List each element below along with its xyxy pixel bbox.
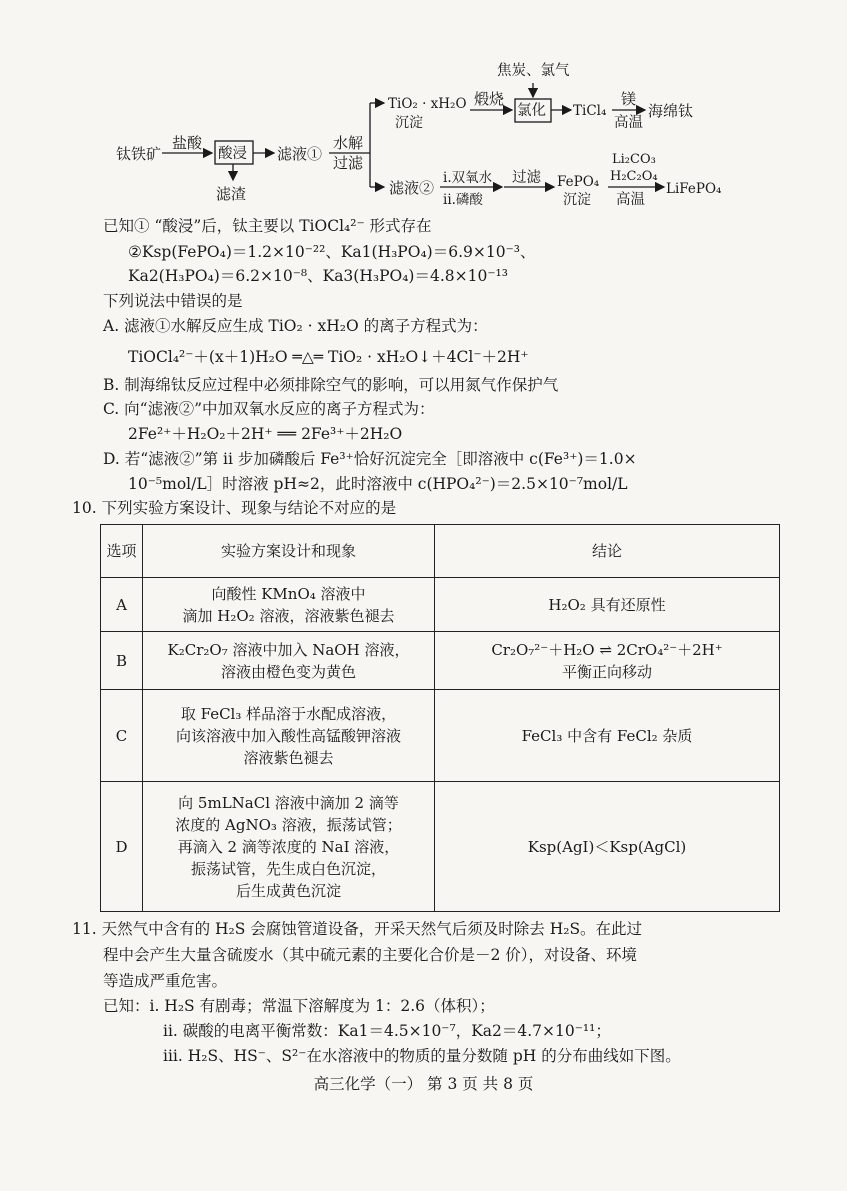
q10-stem: 10. 下列实验方案设计、现象与结论不对应的是 — [72, 499, 397, 517]
fc-residue: 滤渣 — [216, 185, 247, 203]
row-design: 取 FeCl₃ 样品溶于水配成溶液， 向该溶液中加入酸性高锰酸钾溶液 溶液紫色褪去 — [143, 690, 435, 782]
fc-filter1: 过滤 — [333, 154, 364, 172]
fc-filtrate1: 滤液① — [277, 145, 323, 163]
q9-option-a-2: TiOCl₄²⁻＋(x＋1)H₂O ═△═ TiO₂ · xH₂O↓＋4Cl⁻＋2H⁺ — [128, 348, 529, 366]
fc-high-temp1: 高温 — [614, 115, 643, 131]
fc-li2co3: Li₂CO₃ — [612, 152, 656, 167]
fc-fepo4: FePO₄ — [557, 174, 600, 190]
q9-option-c-2: 2Fe²⁺＋H₂O₂＋2H⁺ ══ 2Fe³⁺＋2H₂O — [128, 425, 403, 443]
fc-precipitate2: 沉淀 — [563, 192, 591, 208]
q11-line-2: 程中会产生大量含硫废水（其中硫元素的主要化合价是－2 价），对设备、环境 — [103, 946, 638, 964]
row-option: C — [101, 690, 143, 782]
fc-ore: 钛铁矿 — [116, 145, 162, 163]
row-option: D — [101, 782, 143, 912]
fc-h2c2o4: H₂C₂O₄ — [610, 169, 658, 184]
fc-leach: 酸浸 — [218, 146, 247, 162]
q9-option-d-2: 10⁻⁵mol/L］时溶液 pH≈2，此时溶液中 c(HPO₄²⁻)＝2.5×10⁻⁷mol/L — [128, 475, 628, 493]
experiment-table — [100, 524, 780, 912]
q11-known-ii: ⅱ. 碳酸的电离平衡常数：Ka1＝4.5×10⁻⁷，Ka2＝4.7×10⁻¹¹； — [163, 1022, 611, 1040]
row-design: K₂Cr₂O₇ 溶液中加入 NaOH 溶液， 溶液由橙色变为黄色 — [143, 632, 435, 690]
q11-line-1: 11. 天然气中含有的 H₂S 会腐蚀管道设备，开采天然气后须及时除去 H₂S。在此过 — [72, 920, 643, 938]
fc-tio2-hydrate: TiO₂ · xH₂O — [388, 96, 467, 112]
row-conclusion: Cr₂O₇²⁻＋H₂O ⇌ 2CrO₄²⁻＋2H⁺ 平衡正向移动 — [435, 632, 780, 690]
fc-filter2: 过滤 — [512, 170, 541, 186]
fc-hydrolysis: 水解 — [333, 134, 364, 152]
row-conclusion: Ksp(AgI)＜Ksp(AgCl) — [435, 782, 780, 912]
q9-known-1: 已知① “酸浸”后，钛主要以 TiOCl₄²⁻ 形式存在 — [103, 217, 432, 235]
fc-ticl4: TiCl₄ — [573, 103, 607, 119]
fc-hcl: 盐酸 — [172, 134, 203, 152]
fc-step-ii: ii.磷酸 — [443, 192, 483, 208]
fc-sponge-ti: 海绵钛 — [648, 102, 694, 120]
fc-precipitate1: 沉淀 — [395, 115, 423, 131]
row-conclusion: H₂O₂ 具有还原性 — [435, 578, 780, 632]
row-design: 向酸性 KMnO₄ 溶液中 滴加 H₂O₂ 溶液，溶液紫色褪去 — [143, 578, 435, 632]
q9-option-a-1: A. 滤液①水解反应生成 TiO₂ · xH₂O 的离子方程式为： — [103, 317, 488, 335]
table-row — [101, 690, 780, 782]
process-flowchart — [0, 0, 847, 215]
row-conclusion: FeCl₃ 中含有 FeCl₂ 杂质 — [435, 690, 780, 782]
fc-coke-cl: 焦炭、氯气 — [497, 63, 570, 79]
q9-option-c-1: C. 向“滤液②”中加双氧水反应的离子方程式为： — [103, 400, 435, 418]
fc-mg: 镁 — [621, 90, 637, 108]
q11-line-3: 等造成严重危害。 — [103, 972, 228, 990]
q9-known-2: ②Ksp(FePO₄)＝1.2×10⁻²²、Ka1(H₃PO₄)＝6.9×10⁻³、 — [128, 243, 536, 261]
fc-chlorinate: 氯化 — [517, 103, 546, 119]
table-row — [101, 632, 780, 690]
fc-high-temp2: 高温 — [616, 192, 645, 208]
fc-lifepo4: LiFePO₄ — [666, 181, 722, 197]
fc-filtrate2: 滤液② — [389, 179, 435, 197]
q11-known-i: 已知：ⅰ. H₂S 有剧毒；常温下溶解度为 1：2.6（体积）； — [103, 997, 495, 1015]
header-option: 选项 — [101, 525, 143, 578]
header-conclusion: 结论 — [435, 525, 780, 578]
fc-calcine: 煅烧 — [474, 90, 505, 108]
row-option: A — [101, 578, 143, 632]
q9-prompt: 下列说法中错误的是 — [103, 292, 243, 310]
fc-step-i: i.双氧水 — [443, 170, 493, 186]
table-header-row — [101, 525, 780, 578]
table-row — [101, 782, 780, 912]
row-design: 向 5mLNaCl 溶液中滴加 2 滴等 浓度的 AgNO₃ 溶液，振荡试管； 再滴入 2 滴等浓度的 NaI 溶液， 振荡试管，先生成白色沉淀， 后生成黄色沉淀 — [143, 782, 435, 912]
page-footer: 高三化学（一） 第 3 页 共 8 页 — [313, 1075, 534, 1093]
q9-option-b: B. 制海绵钛反应过程中必须排除空气的影响，可以用氮气作保护气 — [103, 376, 559, 394]
q9-known-3: Ka2(H₃PO₄)＝6.2×10⁻⁸、Ka3(H₃PO₄)＝4.8×10⁻¹³ — [128, 267, 508, 285]
header-design: 实验方案设计和现象 — [143, 525, 435, 578]
row-option: B — [101, 632, 143, 690]
q9-option-d-1: D. 若“滤液②”第 ii 步加磷酸后 Fe³⁺恰好沉淀完全［即溶液中 c(Fe³⁺)＝1.0× — [103, 450, 637, 468]
q11-known-iii: ⅲ. H₂S、HS⁻、S²⁻在水溶液中的物质的量分数随 pH 的分布曲线如下图。 — [163, 1047, 681, 1065]
table-row — [101, 578, 780, 632]
